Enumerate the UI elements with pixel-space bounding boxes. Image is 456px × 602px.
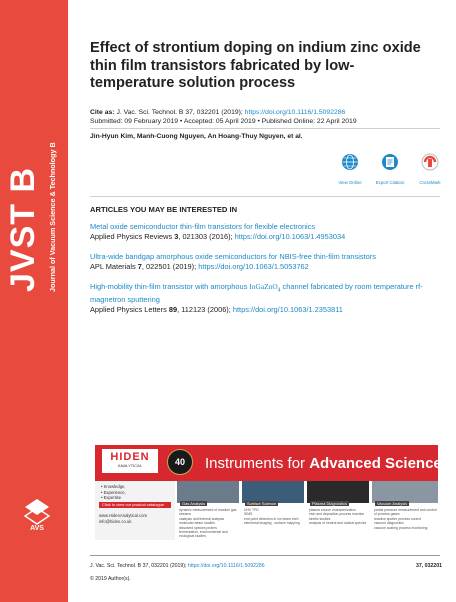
article-doi-link[interactable]: https://doi.org/10.1063/1.4953034 (234, 232, 346, 241)
product-image (242, 481, 304, 503)
related-article (90, 222, 440, 242)
ad-email[interactable]: info@hiden.co.uk (99, 518, 132, 524)
hiden-logo (102, 449, 158, 473)
title-part: channel fabricated by room temperature rf-magnetron sputtering (90, 282, 423, 305)
product-features: plasma source characterization etch and deposition process reaction kinetic studies analysis of neutral and radical species (309, 508, 367, 526)
article-doi-link[interactable]: https://doi.org/10.1063/1.2353811 (232, 305, 343, 315)
ad-headline-pre: Instruments for (205, 455, 310, 472)
product-features: UHV TPD SIMS end point detection in ion beam etch elemental imaging - surface mapping (244, 508, 300, 526)
article-journal: APL Materials (90, 262, 136, 271)
catalogue-button[interactable]: Click to view our product catalogue (99, 502, 171, 508)
hiden-advertisement[interactable] (95, 445, 442, 540)
citation-block (90, 108, 440, 126)
footer-citation (90, 563, 265, 569)
product-caption: Plasma Diagnostics (312, 501, 348, 506)
related-article-title[interactable] (90, 282, 440, 305)
ad-info-panel (95, 481, 175, 540)
article-ref: , 022501 (2019); (141, 262, 197, 271)
divider (90, 196, 440, 197)
article-volume: 89 (168, 305, 178, 315)
view-online-button[interactable] (330, 153, 370, 185)
export-citation-label: Export Citation (375, 180, 405, 185)
cite-label: Cite as: (90, 109, 115, 116)
related-article-source (90, 305, 440, 315)
ad-website[interactable]: www.HidenAnalytical.com (99, 513, 147, 518)
journal-full-name: Journal of Vacuum Science & Technology B (48, 142, 57, 292)
ad-headline (205, 455, 442, 472)
article-ref: , 021303 (2016); (178, 232, 233, 241)
avs-logo-text: AVS (30, 525, 44, 531)
hiden-logo-sub: ANALYTICAL (117, 463, 143, 468)
related-article (90, 282, 440, 315)
view-online-label: View Online (338, 180, 362, 185)
formula-subscript: 4 (277, 287, 281, 294)
ad-banner (95, 445, 442, 481)
anniversary-badge (167, 449, 193, 475)
related-article-source (90, 262, 440, 272)
footer-page-ref: 37, 032201 (416, 563, 442, 569)
related-article-title[interactable]: Metal oxide semiconductor thin-film transistors for flexible electronics (90, 222, 316, 231)
avs-logo-icon (23, 497, 51, 531)
chemical-formula: InGaZnO (249, 282, 278, 291)
publication-dates: Submitted: 09 February 2019 • Accepted: 05 April 2019 • Published Online: 22 April 2019 (90, 118, 357, 125)
related-articles-heading: ARTICLES YOU MAY BE INTERESTED IN (90, 205, 238, 214)
related-article-source (90, 232, 440, 242)
ad-product-panel[interactable] (242, 481, 304, 540)
product-image (307, 481, 369, 503)
related-article (90, 252, 440, 272)
crossmark-button[interactable] (410, 153, 450, 185)
article-journal: Applied Physics Letters (90, 305, 167, 315)
article-doi-link[interactable]: https://doi.org/10.1063/1.5053762 (198, 262, 309, 271)
cite-doi-link[interactable]: https://doi.org/10.1116/1.5092286 (244, 109, 346, 116)
anniversary-number: 40 (174, 457, 185, 467)
ad-headline-bold: Advanced Science (309, 455, 442, 472)
article-journal: Applied Physics Reviews (90, 232, 173, 241)
ad-bullets (101, 484, 175, 501)
ad-product-panel[interactable] (372, 481, 438, 540)
title-part: High-mobility thin-film transistor with amorphous (90, 282, 250, 291)
export-citation-button[interactable] (370, 153, 410, 185)
journal-logo (6, 232, 26, 292)
article-volume: 7 (137, 262, 142, 271)
ad-bullet: • Knowledge, (101, 484, 126, 489)
globe-icon (341, 153, 359, 171)
product-caption: Surface Science (247, 501, 277, 506)
footer-divider (90, 555, 440, 556)
ad-product-panel[interactable] (177, 481, 239, 540)
divider (90, 128, 440, 129)
footer-doi-link[interactable]: https://doi.org/10.1116/1.5092286 (187, 563, 265, 569)
ad-product-panel[interactable] (307, 481, 369, 540)
product-caption: Gas Analysis (182, 501, 206, 506)
footer-cite-text: J. Vac. Sci. Technol. B 37, 032201 (2019); (90, 563, 187, 569)
product-features: partial pressure measurement and control of process gases reactive sputter process control vacuum diagnostics vacuum coating process monitoring (374, 508, 437, 530)
hiden-logo-text: HIDEN (110, 451, 150, 463)
ad-contact (99, 513, 147, 524)
crossmark-icon (421, 153, 439, 171)
ad-bullet: • Experience, (101, 489, 126, 495)
footer-copyright: © 2019 Author(s). (90, 576, 131, 582)
authors[interactable]: Jin-Hyun Kim, Manh-Cuong Nguyen, An Hoang-Thuy Nguyen, et al. (90, 133, 303, 140)
article-ref: , 112123 (2006); (177, 305, 231, 315)
export-citation-icon (381, 153, 399, 171)
cite-text: J. Vac. Sci. Technol. B 37, 032201 (2019); (116, 109, 243, 116)
paper-title[interactable]: Effect of strontium doping on indium zinc oxide thin film transistors fabricated by low-temperature solution process (90, 40, 421, 91)
related-article-title[interactable]: Ultra-wide bandgap amorphous oxide semiconductors for NBIS-free thin-film transistors (90, 252, 376, 261)
product-image (372, 481, 438, 503)
crossmark-label: CrossMark (419, 180, 441, 185)
article-volume: 3 (174, 232, 179, 241)
product-features: dynamic measurement of reaction gas streams catalysis and thermal analysis molecular beam studies dissolved species probes fermentation, environmental and ecological studies (179, 508, 237, 539)
product-caption: Vacuum Analysis (377, 501, 408, 506)
product-image (177, 481, 239, 503)
ad-bullet: • Expertise (101, 495, 122, 501)
